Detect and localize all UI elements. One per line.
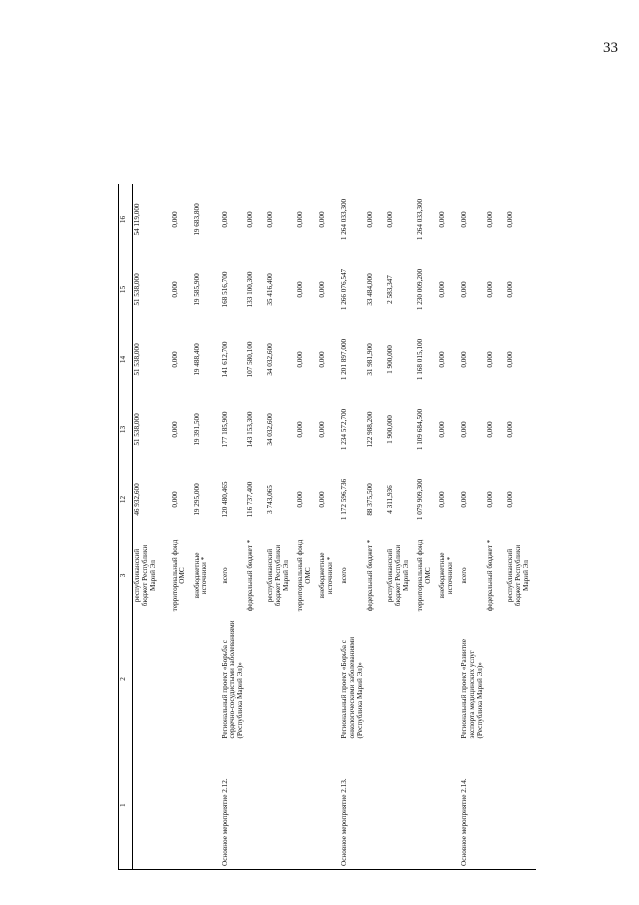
- funding-source-cell: всего: [340, 567, 349, 584]
- page-number: 33: [603, 40, 618, 56]
- project-cell: [133, 617, 171, 742]
- value-cell: 51 538,000: [133, 273, 141, 306]
- funding-source-cell: всего: [220, 567, 229, 584]
- col-header: 14: [119, 325, 133, 395]
- value-cell: 1 900,000: [386, 345, 395, 374]
- funding-source-cell: территориальный фонд ОМС: [170, 539, 187, 612]
- value-cell: 19 391,500: [192, 413, 201, 446]
- event-cell: Основное мероприятие 2.13.: [340, 742, 366, 870]
- value-cell: 0,000: [485, 281, 494, 298]
- funding-source-cell: внебюджетные источники *: [318, 552, 335, 599]
- col-header: 15: [119, 255, 133, 325]
- col-header: 13: [119, 395, 133, 465]
- value-cell: 19 488,400: [192, 343, 201, 376]
- value-cell: 0,000: [505, 281, 514, 298]
- funding-source-cell: республиканский бюджет Республики Марий Эл: [386, 544, 410, 607]
- value-cell: 33 484,000: [366, 273, 375, 306]
- value-cell: 0,000: [296, 351, 305, 368]
- value-cell: 133 100,300: [246, 271, 255, 308]
- funding-source-cell: внебюджетные источники *: [438, 552, 454, 599]
- table-row: [386, 185, 416, 870]
- table-row: [296, 185, 318, 870]
- value-cell: 0,000: [318, 351, 327, 368]
- event-cell: [246, 742, 266, 870]
- value-cell: 177 185,900: [220, 411, 229, 448]
- project-cell: [171, 617, 193, 742]
- value-cell: 0,000: [485, 491, 494, 508]
- event-cell: [296, 742, 318, 870]
- funding-source-cell: республиканский бюджет Республики Марий Эл: [266, 544, 291, 607]
- value-cell: 0,000: [170, 421, 179, 438]
- table-row: [340, 185, 366, 870]
- event-cell: [171, 742, 193, 870]
- project-cell: [193, 617, 221, 742]
- value-cell: 1 172 596,736: [340, 478, 349, 521]
- value-cell: 1 230 009,200: [416, 268, 425, 311]
- value-cell: 3 743,065: [266, 485, 275, 514]
- value-cell: 0,000: [296, 211, 305, 228]
- table-row: [486, 185, 506, 870]
- value-cell: 88 375,500: [366, 483, 375, 516]
- value-cell: 0,000: [438, 281, 447, 298]
- value-cell: 0,000: [246, 211, 255, 228]
- funding-source-cell: внебюджетные источники *: [192, 552, 209, 599]
- event-cell: [266, 742, 296, 870]
- table-row: [438, 185, 460, 870]
- project-cell: [416, 617, 438, 742]
- project-cell: Региональный проект «Борьба с онкологическими заболеваниями (Республика Марий Эл)»: [340, 636, 365, 739]
- value-cell: 116 737,400: [246, 481, 255, 518]
- col-header: 12: [119, 465, 133, 535]
- value-cell: 0,000: [366, 211, 375, 228]
- value-cell: 1 900,000: [386, 415, 395, 444]
- value-cell: 168 516,700: [220, 271, 229, 308]
- event-cell: [486, 742, 506, 870]
- value-cell: 0,000: [296, 281, 305, 298]
- project-cell: [386, 617, 416, 742]
- funding-source-cell: федеральный бюджет *: [366, 539, 375, 612]
- funding-source-cell: республиканский бюджет Республики Марий Эл: [133, 544, 157, 607]
- value-cell: 0,000: [485, 421, 494, 438]
- project-cell: [506, 617, 536, 742]
- value-cell: 0,000: [438, 211, 447, 228]
- value-cell: 0,000: [460, 421, 469, 438]
- table-row: [193, 185, 221, 870]
- value-cell: 0,000: [318, 281, 327, 298]
- value-cell: 1 266 076,547: [340, 268, 349, 311]
- value-cell: 0,000: [170, 281, 179, 298]
- value-cell: 0,000: [438, 491, 447, 508]
- table-row: [318, 185, 340, 870]
- funding-source-cell: территориальный фонд ОМС: [296, 539, 313, 612]
- project-cell: [296, 617, 318, 742]
- event-cell: [416, 742, 438, 870]
- value-cell: 54 119,000: [133, 203, 141, 236]
- value-cell: 122 988,200: [366, 411, 375, 448]
- value-cell: 0,000: [318, 421, 327, 438]
- value-cell: 0,000: [318, 491, 327, 508]
- col-header: 3: [119, 535, 133, 617]
- value-cell: 141 612,700: [220, 341, 229, 378]
- col-header: 16: [119, 185, 133, 255]
- rotated-page: [40, 185, 639, 885]
- value-cell: 0,000: [438, 421, 447, 438]
- table-row: [133, 185, 171, 870]
- value-cell: 0,000: [505, 491, 514, 508]
- table-row: [506, 185, 536, 870]
- value-cell: 0,000: [296, 421, 305, 438]
- value-cell: 120 480,465: [220, 481, 229, 518]
- value-cell: 1 079 909,300: [416, 478, 425, 521]
- value-cell: 0,000: [318, 211, 327, 228]
- value-cell: 0,000: [460, 491, 469, 508]
- value-cell: 1 264 033,300: [340, 198, 349, 241]
- col-header: 1: [119, 742, 133, 870]
- event-cell: Основное мероприятие 2.12.: [221, 742, 247, 870]
- value-cell: 0,000: [505, 351, 514, 368]
- value-cell: 1 109 684,500: [416, 408, 425, 451]
- value-cell: 0,000: [296, 491, 305, 508]
- value-cell: 19 683,800: [192, 203, 201, 236]
- header-row: [119, 185, 133, 870]
- col-header: 2: [119, 617, 133, 742]
- event-cell: [133, 742, 171, 870]
- event-cell: [366, 742, 386, 870]
- value-cell: 0,000: [460, 211, 469, 228]
- table-row: [460, 185, 486, 870]
- event-cell: [506, 742, 536, 870]
- value-cell: 0,000: [220, 211, 229, 228]
- table-body: [133, 185, 536, 870]
- value-cell: 1 234 572,700: [340, 408, 349, 451]
- value-cell: 0,000: [460, 281, 469, 298]
- value-cell: 1 264 033,300: [416, 198, 425, 241]
- funding-source-cell: федеральный бюджет *: [485, 539, 494, 612]
- funding-source-cell: территориальный фонд ОМС: [416, 539, 432, 612]
- project-cell: [438, 617, 460, 742]
- project-cell: Региональный проект «Развитие экспорта медицинских услуг (Республика Марий Эл)»: [460, 639, 484, 739]
- value-cell: 31 981,900: [366, 343, 375, 376]
- value-cell: 0,000: [485, 351, 494, 368]
- funding-source-cell: федеральный бюджет *: [246, 539, 255, 612]
- value-cell: 0,000: [170, 351, 179, 368]
- project-cell: [486, 617, 506, 742]
- value-cell: 143 153,300: [246, 411, 255, 448]
- event-cell: [386, 742, 416, 870]
- table-row: [246, 185, 266, 870]
- value-cell: 0,000: [505, 211, 514, 228]
- value-cell: 0,000: [266, 211, 275, 228]
- value-cell: 46 932,600: [133, 483, 141, 516]
- value-cell: 0,000: [170, 211, 179, 228]
- event-cell: [318, 742, 340, 870]
- project-cell: Региональный проект «Борьба с сердечно-сосудистыми заболеваниями (Республика Марий Эл)»: [220, 620, 245, 739]
- value-cell: 0,000: [438, 351, 447, 368]
- value-cell: 2 583,347: [386, 275, 395, 304]
- value-cell: 4 311,936: [386, 485, 395, 514]
- project-cell: [246, 617, 266, 742]
- value-cell: 0,000: [460, 351, 469, 368]
- value-cell: 1 168 015,100: [416, 338, 425, 381]
- value-cell: 35 416,400: [266, 273, 275, 306]
- value-cell: 19 295,000: [192, 483, 201, 516]
- project-cell: [266, 617, 296, 742]
- value-cell: 34 032,600: [266, 343, 275, 376]
- value-cell: 0,000: [505, 421, 514, 438]
- table-row: [416, 185, 438, 870]
- table-row: [266, 185, 296, 870]
- budget-table: [118, 185, 536, 871]
- project-cell: [366, 617, 386, 742]
- table-row: [171, 185, 193, 870]
- event-cell: Основное мероприятие 2.14.: [460, 742, 486, 870]
- value-cell: 51 538,000: [133, 413, 141, 446]
- value-cell: 34 032,600: [266, 413, 275, 446]
- value-cell: 0,000: [386, 211, 395, 228]
- value-cell: 107 580,100: [246, 341, 255, 378]
- value-cell: 51 538,000: [133, 343, 141, 376]
- table-row: [221, 185, 247, 870]
- event-cell: [438, 742, 460, 870]
- funding-source-cell: республиканский бюджет Республики Марий Эл: [505, 544, 530, 607]
- value-cell: 0,000: [485, 211, 494, 228]
- table-row: [366, 185, 386, 870]
- value-cell: 0,000: [170, 491, 179, 508]
- project-cell: [318, 617, 340, 742]
- event-cell: [193, 742, 221, 870]
- value-cell: 1 201 897,000: [340, 338, 349, 381]
- value-cell: 19 585,900: [192, 273, 201, 306]
- funding-source-cell: всего: [460, 567, 469, 584]
